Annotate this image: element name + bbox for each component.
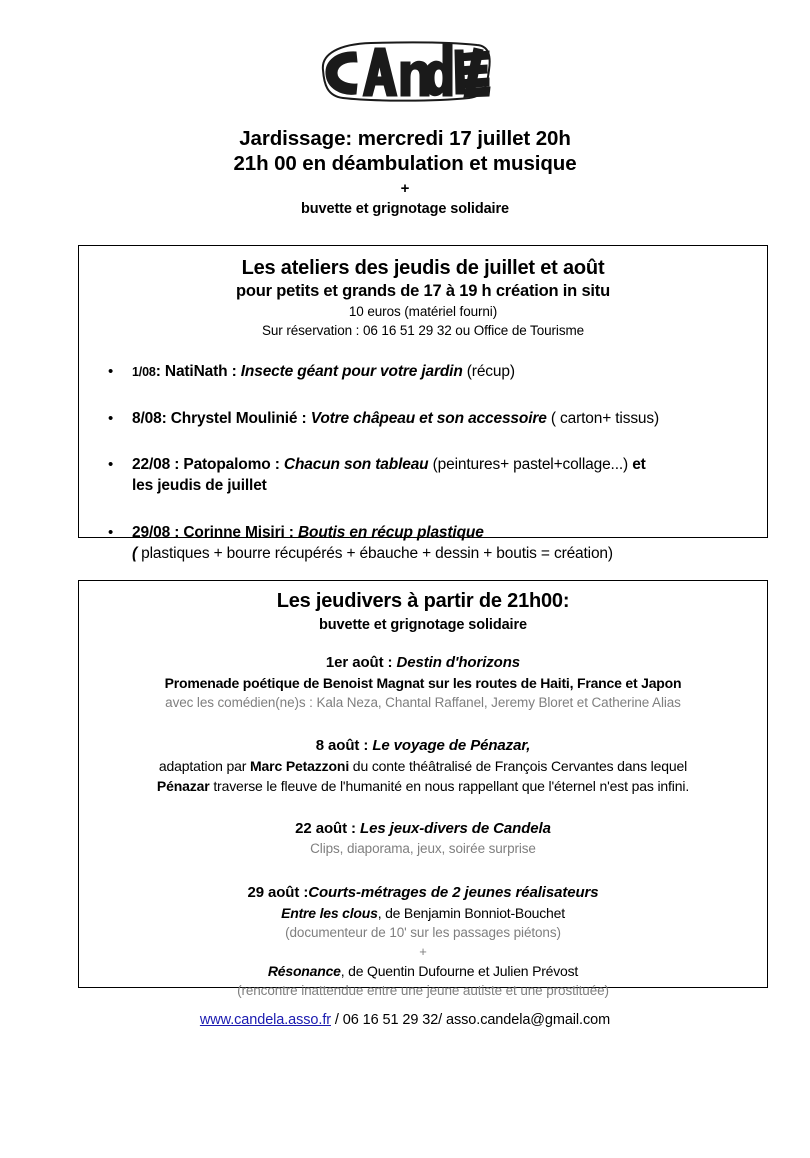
film-title: Résonance bbox=[267, 963, 341, 979]
atelier-date: 22/08 bbox=[132, 456, 171, 473]
event-work: Destin d'horizons bbox=[396, 654, 521, 671]
event-item bbox=[79, 882, 767, 1001]
list-item bbox=[79, 522, 767, 564]
candela-logo bbox=[0, 40, 810, 107]
event-line-3 bbox=[79, 776, 767, 796]
atelier-note: (peintures+ pastel+collage...) bbox=[428, 456, 633, 473]
footer-contact bbox=[0, 1010, 810, 1030]
header-line-1: Jardissage: mercredi 17 juillet 20h bbox=[239, 127, 571, 150]
atelier-date-sep: : bbox=[170, 524, 184, 541]
event-line-2: Clips, diaporama, jeux, soirée surprise bbox=[310, 841, 536, 856]
list-item bbox=[79, 408, 767, 429]
atelier-date-sep: : bbox=[161, 410, 171, 427]
film-separator-plus: + bbox=[419, 944, 427, 959]
atelier-date-sep: : bbox=[170, 456, 184, 473]
jeudivers-box bbox=[78, 580, 768, 998]
atelier-note: ( carton+ tissus) bbox=[546, 410, 660, 427]
event-item bbox=[79, 818, 767, 859]
event-line-2: Promenade poétique de Benoist Magnat sur les routes de Haiti, France et Japon bbox=[164, 675, 682, 691]
header-block bbox=[0, 126, 810, 219]
event-character-name: Pénazar bbox=[156, 778, 210, 794]
jeudivers-subtitle: buvette et grignotage solidaire bbox=[319, 617, 527, 633]
atelier-work: Insecte géant pour votre jardin bbox=[240, 363, 463, 380]
atelier-artist: Patopalomo : bbox=[183, 456, 284, 473]
ateliers-title: Les ateliers des jeudis de juillet et août bbox=[241, 257, 605, 279]
event-line2-c: du conte théâtralisé de François Cervantes dans lequel bbox=[349, 758, 688, 774]
event-date: 22 août : bbox=[295, 820, 361, 837]
ateliers-subtitle: pour petits et grands de 17 à 19 h création in situ bbox=[236, 282, 610, 300]
website-link[interactable]: www.candela.asso.fr bbox=[199, 1012, 331, 1028]
event-title bbox=[79, 652, 767, 673]
event-item bbox=[79, 735, 767, 796]
event-title bbox=[79, 735, 767, 756]
jeudivers-title: Les jeudivers à partir de 21h00: bbox=[276, 590, 570, 612]
event-date: 1er août : bbox=[325, 654, 397, 671]
ateliers-price: 10 euros (matériel fourni) bbox=[348, 304, 498, 319]
candela-wordmark-icon bbox=[319, 40, 491, 102]
film-title: Entre les clous bbox=[281, 905, 378, 921]
header-line-4: buvette et grignotage solidaire bbox=[301, 201, 509, 217]
atelier-artist: Chrystel Moulinié : bbox=[170, 410, 311, 427]
atelier-work: Votre châpeau et son accessoire bbox=[310, 410, 547, 427]
event-line3-b: traverse le fleuve de l'humanité en nous rappellant que l'éternel n'est pas infini. bbox=[209, 778, 690, 794]
atelier-work: Chacun son tableau bbox=[283, 456, 429, 473]
footer-phone: 06 16 51 29 32/ bbox=[342, 1012, 443, 1028]
ateliers-header bbox=[79, 246, 767, 340]
atelier-date: 29/08 bbox=[132, 524, 171, 541]
event-date: 8 août : bbox=[315, 737, 373, 754]
header-line-2: 21h 00 en déambulation et musique bbox=[233, 152, 577, 175]
atelier-artist: Corinne Misiri : bbox=[183, 524, 298, 541]
film-1-note: (documenteur de 10' sur les passages piétons) bbox=[285, 925, 561, 940]
ateliers-reservation: Sur réservation : 06 16 51 29 32 ou Office de Tourisme bbox=[261, 323, 585, 338]
event-line-3: avec les comédien(ne)s : Kala Neza, Chantal Raffanel, Jeremy Bloret et Catherine Alias bbox=[165, 695, 681, 710]
bullet-icon: • bbox=[108, 524, 114, 541]
event-film-2 bbox=[79, 961, 767, 981]
atelier-date-sep: : bbox=[155, 363, 165, 380]
bullet-icon: • bbox=[108, 410, 114, 427]
header-plus: + bbox=[400, 180, 410, 197]
film-credits: , de Quentin Dufourne et Julien Prévost bbox=[340, 963, 579, 979]
event-line-2 bbox=[79, 756, 767, 776]
atelier-artist: NatiNath : bbox=[164, 363, 241, 380]
event-line2-a: adaptation par bbox=[158, 758, 251, 774]
event-date: 29 août : bbox=[247, 884, 309, 901]
bullet-icon: • bbox=[108, 456, 114, 473]
event-title bbox=[79, 818, 767, 839]
atelier-date: 1/08 bbox=[132, 365, 156, 379]
list-item bbox=[79, 361, 767, 383]
atelier-line2-prefix: ( bbox=[132, 545, 138, 562]
jeudivers-header bbox=[79, 581, 767, 635]
atelier-tail: et bbox=[632, 456, 646, 473]
atelier-date: 8/08 bbox=[132, 410, 162, 427]
atelier-work: Boutis en récup plastique bbox=[297, 524, 484, 541]
event-film-1 bbox=[79, 903, 767, 923]
event-work: Courts-métrages de 2 jeunes réalisateurs bbox=[308, 884, 599, 901]
event-item bbox=[79, 652, 767, 713]
atelier-line-2 bbox=[132, 543, 767, 564]
list-item bbox=[79, 454, 767, 496]
atelier-line2-text: plastiques + bourre récupérés + ébauche + dessin + boutis = création) bbox=[137, 545, 613, 562]
ateliers-list bbox=[79, 361, 767, 564]
event-title bbox=[79, 882, 767, 903]
atelier-note: (récup) bbox=[462, 363, 515, 380]
footer-separator-1: / bbox=[331, 1012, 343, 1028]
bullet-icon: • bbox=[108, 363, 114, 380]
event-person-name: Marc Petazzoni bbox=[250, 758, 350, 774]
event-work: Le voyage de Pénazar, bbox=[372, 737, 531, 754]
ateliers-box bbox=[78, 245, 768, 562]
event-work: Les jeux-divers de Candela bbox=[360, 820, 551, 837]
atelier-line-2: les jeudis de juillet bbox=[132, 477, 267, 494]
footer-email: asso.candela@gmail.com bbox=[446, 1012, 611, 1028]
film-2-note: (rencontre inattendue entre une jeune autiste et une prostituée) bbox=[237, 983, 609, 998]
film-credits: , de Benjamin Bonniot-Bouchet bbox=[377, 905, 565, 921]
